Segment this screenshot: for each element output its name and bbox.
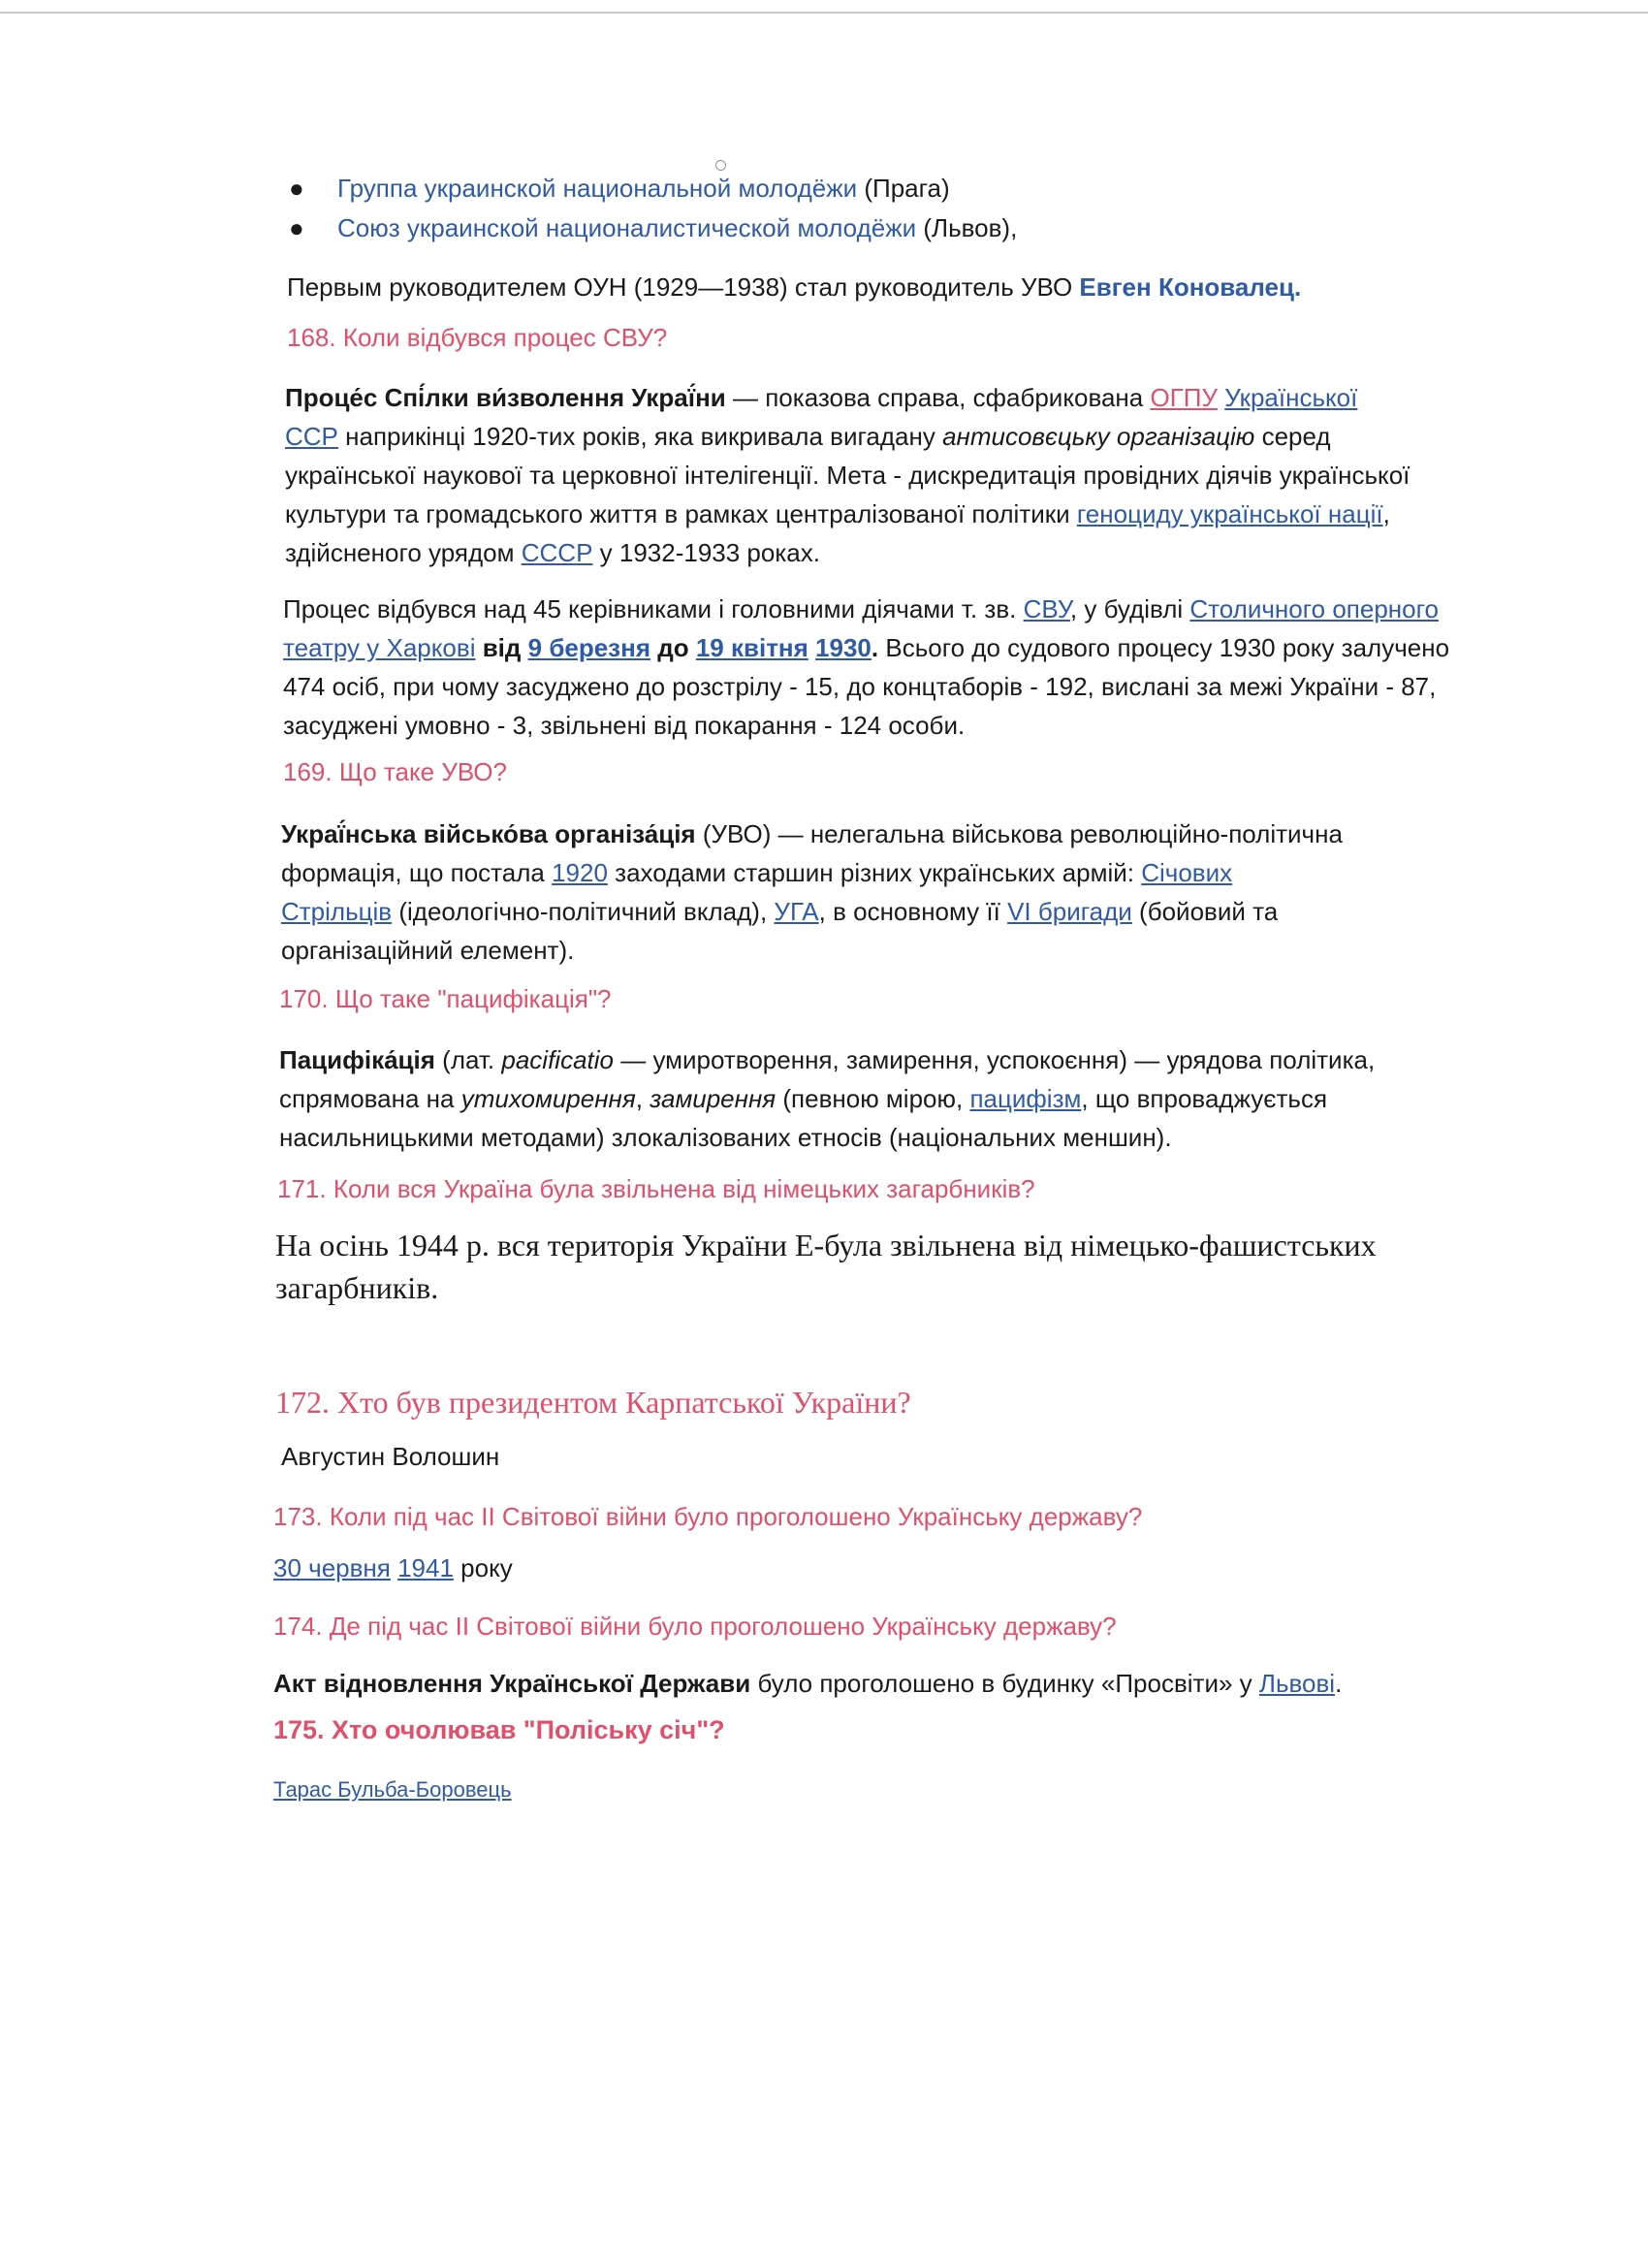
question-173: 173. Коли під час II Світової війни було проголошено Українську державу? [273, 1502, 1143, 1531]
question-170: 170. Що таке "пацифікація"? [279, 984, 612, 1013]
question-172: 172. Хто був президентом Карпатської України? [275, 1385, 911, 1420]
link-date-june-30[interactable]: 30 червня [273, 1553, 391, 1582]
question-169: 169. Що таке УВО? [283, 757, 507, 786]
link-ssr[interactable]: ССР [285, 422, 338, 451]
link-year-1930[interactable]: 1930 [815, 633, 872, 662]
question-174: 174. Де під час II Світової війни було проголошено Українську державу? [273, 1612, 1117, 1641]
link-kharkiv-opera[interactable]: театру у Харкові [283, 633, 476, 662]
link-ogpu[interactable]: ОГПУ [1150, 383, 1218, 412]
link-svu[interactable]: СВУ [1023, 594, 1070, 623]
link-date-march-9[interactable]: 9 березня [527, 633, 650, 662]
link-uga[interactable]: УГА [774, 897, 819, 926]
bullet-icon: ● [289, 213, 304, 242]
link-sich-riflemen[interactable]: Стрільців [281, 897, 393, 926]
answer-173: 30 червня 1941 року [273, 1553, 513, 1582]
answer-172: Августин Волошин [281, 1442, 500, 1471]
link-year-1941[interactable]: 1941 [397, 1553, 454, 1582]
link-sssr[interactable]: СССР [521, 538, 593, 567]
link-ukr-nationalist-youth[interactable]: Союз украинской националистической молодёжи [337, 213, 917, 242]
question-175: 175. Хто очолював "Поліську січ"? [273, 1715, 725, 1744]
bullet-icon: ● [289, 174, 304, 203]
link-date-april-19[interactable]: 19 квітня [695, 633, 808, 662]
answer-168-paragraph-1: Проце́с Спі́лки ви́зволення Украї́ни — показова справа, сфабрикована ОГПУ Української ССР наприкінці 1920-тих років, яка викривала вигадану антисовєцьку організацію серед української наукової та церковної інтелігенції. Мета - дискредитація провідних діячів української культури та громадського життя в рамках централізованої політики геноциду української нації, здійсненого урядом СССР у 1932-1933 роках. [285, 383, 1410, 567]
answer-169: Украї́нська військо́ва організа́ція (УВО) — нелегальна військова революційно-політична формація, що постала 1920 заходами старшин різних українських армій: Січових Стрільців (ідеологічно-політичний вклад), УГА, в основному її VI бригади (бойовий та організаційний елемент). [281, 819, 1343, 965]
answer-175 [273, 1771, 512, 1809]
answer-171: На осінь 1944 р. вся територія України Е-була звільнена від німецько-фашистських загарбників. [275, 1228, 1377, 1305]
link-genocide[interactable]: геноциду української нації [1076, 499, 1383, 528]
answer-168-paragraph-2: Процес відбувся над 45 керівниками і головними діячами т. зв. СВУ, у будівлі Столичного оперного театру у Харкові від 9 березня до 19 квітня 1930. Всього до судового процесу 1930 року залучено 474 осіб, при чому засуджено до розстрілу - 15, до концтаборів - 192, вислані за межі України - 87, засуджені умовно - 3, звільнені від покарання - 124 особи. [283, 594, 1450, 740]
scan-border [0, 12, 1648, 14]
link-pacifism[interactable]: пацифізм [969, 1084, 1082, 1113]
answer-174: Акт відновлення Української Держави було проголошено в будинку «Просвіти» у Львові. [273, 1669, 1343, 1698]
link-sich-riflemen[interactable]: Січових [1141, 858, 1233, 887]
answer-170: Пацифіка́ція (лат. pacificatio — умиротворення, замирення, успокоєння) — урядова політика, спрямована на утихомирення, замирення (певною мірою, пацифізм, що впроваджується насильницькими методами) злокалізованих етносів (національних меншин). [279, 1045, 1376, 1152]
link-kharkiv-opera[interactable]: Столичного оперного [1189, 594, 1439, 623]
link-ukr-youth-group[interactable]: Группа украинской национальной молодёжи [337, 174, 858, 203]
link-lviv[interactable]: Львові [1258, 1669, 1336, 1698]
link-year-1920[interactable]: 1920 [552, 858, 608, 887]
link-vi-brigade[interactable]: VI бригади [1007, 897, 1132, 926]
question-168: 168. Коли відбувся процес СВУ? [287, 323, 668, 352]
link-taras-bulba-borovets[interactable]: Тарас Бульба-Боровець [273, 1777, 512, 1802]
oun-leader-paragraph: Первым руководителем ОУН (1929—1938) стал руководитель УВО Евген Коновалец. [287, 272, 1302, 302]
link-ukrainian-ssr[interactable]: Української [1224, 383, 1358, 412]
question-171: 171. Коли вся Україна була звільнена від німецьких загарбників? [277, 1174, 1035, 1203]
